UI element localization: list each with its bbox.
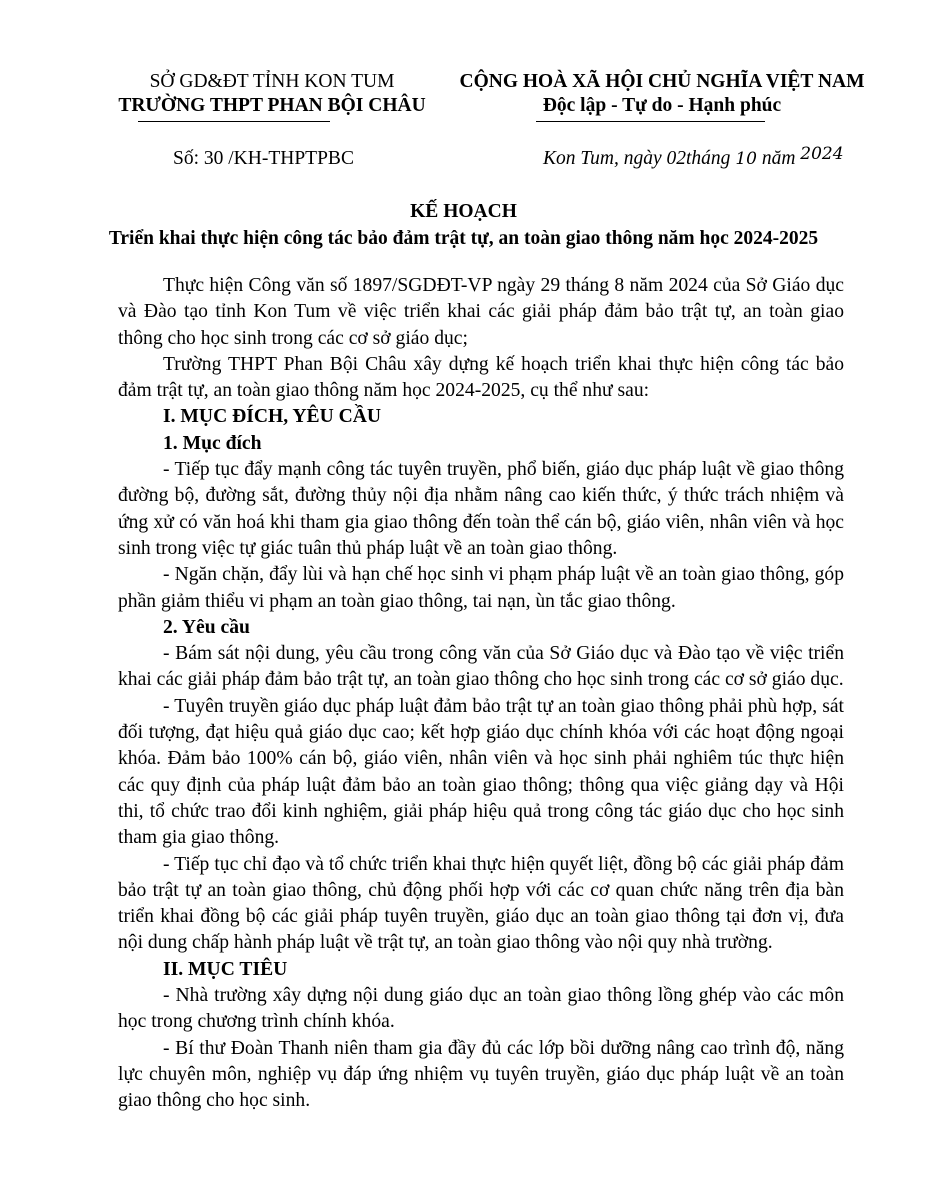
paragraph-requirement-1: - Bám sát nội dung, yêu cầu trong công văn của Sở Giáo dục và Đào tạo về việc triển khai các giải pháp đảm bảo trật tự, an toàn giao thông cho học sinh trong các cơ sở giáo dục. [118, 643, 844, 691]
section-heading-purpose-requirements: I. MỤC ĐÍCH, YÊU CẦU [163, 406, 382, 428]
national-motto: Độc lập - Tự do - Hạnh phúc [542, 95, 782, 116]
paragraph-plan: Trường THPT Phan Bội Châu xây dựng kế hoạch triển khai thực hiện công tác bảo đảm trật tự, an toàn giao thông năm học 2024-2025, cụ thể như sau: [118, 353, 844, 402]
date-month: 10 [735, 149, 757, 169]
paragraph-intro: Thực hiện Công văn số 1897/SGDĐT-VP ngày 29 tháng 8 năm 2024 của Sở Giáo dục và Đào tạo tỉnh Kon Tum về việc triển khai các giải pháp đảm bảo trật tự, an toàn giao thông cho học sinh trong các cơ sở giáo dục; [118, 275, 844, 349]
date-year: 2024 [800, 144, 844, 164]
national-title: CỘNG HOÀ XÃ HỘI CHỦ NGHĨA VIỆT NAM [459, 71, 865, 92]
paragraph-purpose-1: - Tiếp tục đẩy mạnh công tác tuyên truyền, phổ biến, giáo dục pháp luật về giao thông đường bộ, đường sắt, đường thủy nội địa nhằm nâng cao kiến thức, ý thức trách nhiệm và ứng xử có văn hoá khi tham gia giao thông đến toàn thể cán bộ, giáo viên, nhân viên và học sinh trong việc tự giác tuân thủ pháp luật về an toàn giao thông. [118, 459, 844, 559]
paragraph-objective-2: - Bí thư Đoàn Thanh niên tham gia đầy đủ các lớp bồi dưỡng nâng cao trình độ, năng lực chuyên môn, nghiệp vụ đáp ứng nhiệm vụ tuyên truyền, giáo dục pháp luật về an toàn giao thông cho học sinh. [118, 1037, 844, 1112]
paragraph-requirement-2: - Tuyên truyền giáo dục pháp luật đảm bảo trật tự an toàn giao thông phải phù hợp, sát đối tượng, đạt hiệu quả giáo dục cao; kết hợp giáo dục chính khóa với các hoạt động ngoại khóa. Đảm bảo 100% cán bộ, giáo viên, nhân viên và học sinh phải nghiêm túc thực hiện các quy định của pháp luật đảm bảo an toàn giao thông; thông qua việc giảng dạy và Hội thi, tổ chức trao đổi kinh nghiệm, giải pháp hiệu quả trong công tác giáo dục cho học sinh tham gia giao thông. [118, 695, 844, 849]
subsection-heading-purpose [118, 431, 844, 457]
paragraph-requirement-3: - Tiếp tục chỉ đạo và tổ chức triển khai thực hiện quyết liệt, đồng bộ các giải pháp đảm bảo trật tự an toàn giao thông, chủ động phối hợp với các cơ quan chức năng trên địa bàn triển khai đồng bộ các giải pháp tuyên truyền, giáo dục an toàn giao thông tại đơn vị, đưa nội dung chấp hành pháp luật về trật tự, an toàn giao thông vào nội quy nhà trường. [118, 853, 844, 954]
subsection-number: 1 [163, 432, 173, 454]
school-name: TRƯỜNG THPT PHAN BỘI CHÂU [118, 95, 426, 116]
motto-underline [536, 121, 765, 122]
issuing-authority: SỞ GD&ĐT TỈNH KON TUM [149, 71, 395, 92]
place-date-prefix: Kon Tum, ngày [543, 148, 667, 169]
date-month-label: tháng [686, 148, 736, 169]
paragraph-purpose-2: - Ngăn chặn, đẩy lùi và hạn chế học sinh vi phạm pháp luật về an toàn giao thông, góp phần giảm thiểu vi phạm an toàn giao thông, tai nạn, ùn tắc giao thông. [118, 564, 844, 612]
subsection-heading-requirements [118, 615, 844, 641]
place-date [543, 144, 844, 170]
subsection-title: . Yêu cầu [172, 616, 250, 638]
section-heading-objectives: II. MỤC TIÊU [163, 958, 288, 980]
subsection-number: 2 [163, 616, 173, 638]
paragraph-objective-1: - Nhà trường xây dựng nội dung giáo dục an toàn giao thông lồng ghép vào các môn học trong chương trình chính khóa. [118, 985, 844, 1033]
document-number: Số: 30 /KH-THPTPBC [173, 148, 354, 169]
subsection-title: . Mục đích [172, 432, 262, 454]
date-year-label: năm [756, 148, 801, 169]
document-subtitle: Triển khai thực hiện công tác bảo đảm trật tự, an toàn giao thông năm học 2024-2025 [108, 228, 819, 249]
document-body [118, 273, 844, 1115]
school-name-underline [138, 121, 330, 122]
document-title: KẾ HOẠCH [410, 201, 517, 222]
date-day: 02 [666, 148, 687, 169]
